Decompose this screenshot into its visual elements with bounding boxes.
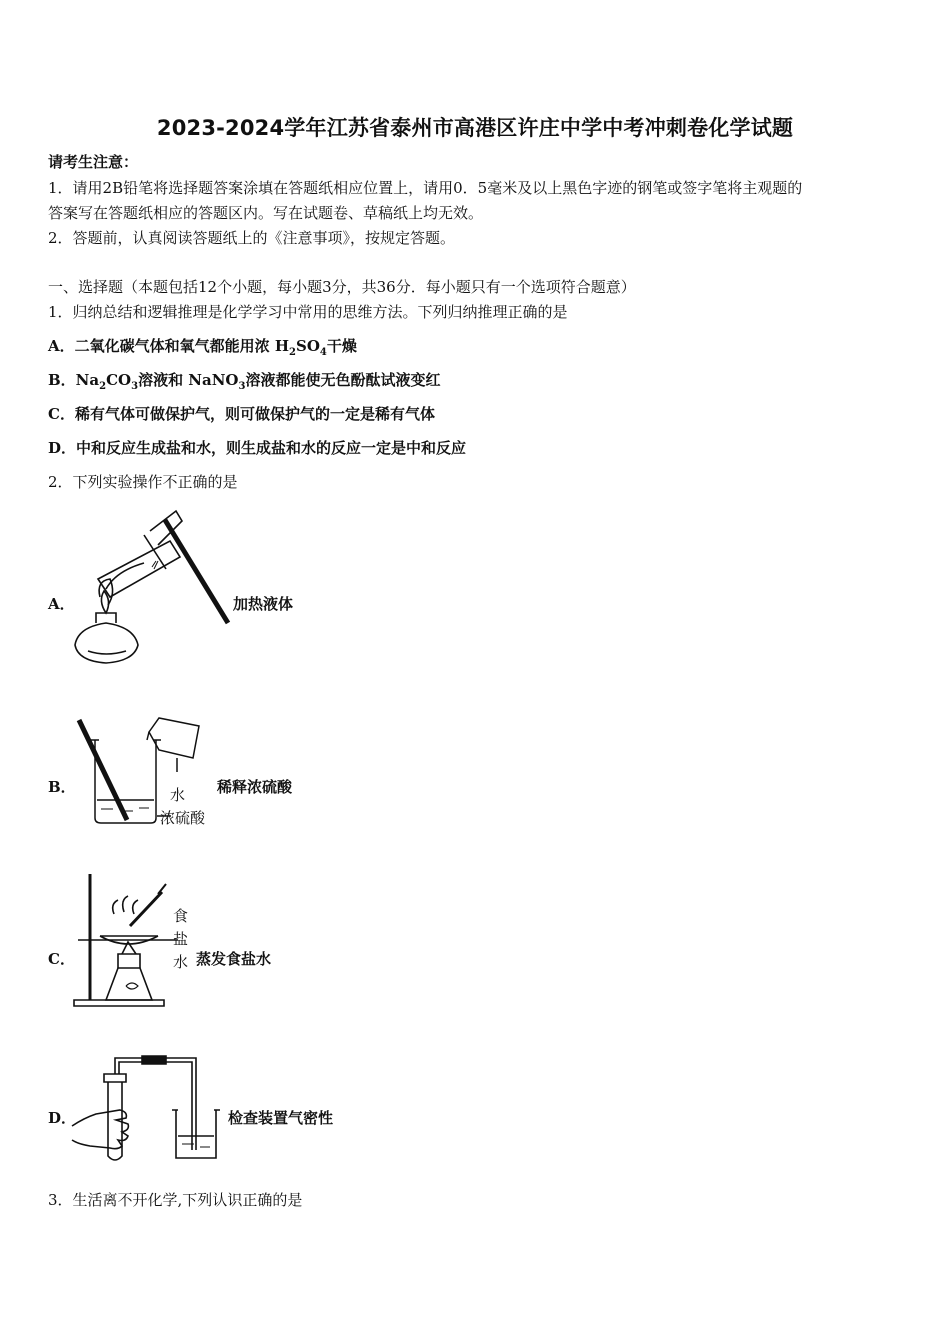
heating-liquid-diagram xyxy=(70,505,240,670)
q2-option-a-letter: A． xyxy=(48,595,75,613)
q2-stem: 2．下列实验操作不正确的是 xyxy=(48,473,238,491)
q2-option-b-letter: B． xyxy=(48,778,76,796)
q2-option-b-caption: 稀释浓硫酸 xyxy=(217,778,293,796)
notice-item-2: 2．答题前，认真阅读答题纸上的《注意事项》，按规定答题。 xyxy=(48,229,456,247)
section-heading: 一、选择题（本题包括12个小题，每小题3分，共36分．每小题只有一个选项符合题意） xyxy=(48,278,636,296)
q2-option-c-letter: C． xyxy=(48,950,75,968)
q3-stem: 3．生活离不开化学,下列认识正确的是 xyxy=(48,1191,303,1209)
q2-option-d-caption: 检查装置气密性 xyxy=(228,1109,334,1127)
q2-option-d-letter: D． xyxy=(48,1109,77,1127)
salt-label-2: 盐 xyxy=(173,930,189,948)
airtightness-check-diagram xyxy=(70,1052,230,1167)
salt-label-1: 食 xyxy=(173,907,189,925)
salt-label-3: 水 xyxy=(173,953,189,971)
notice-heading: 请考生注意： xyxy=(48,153,139,171)
q1-option-b: B．$Na_2CO_3$溶液和 NaNO$_3$溶液都能使无色酚酞试液变红 xyxy=(48,371,441,392)
water-label: 水 xyxy=(170,786,186,804)
q2-option-a-caption: 加热液体 xyxy=(233,595,294,613)
q1-option-d: D．中和反应生成盐和水，则生成盐和水的反应一定是中和反应 xyxy=(48,439,467,457)
concentrated-acid-label: 浓硫酸 xyxy=(160,809,206,827)
notice-item-1-line-1: 1．请用2B铅笔将选择题答案涂填在答题纸相应位置上，请用0．5毫米及以上黑色字迹的钢笔或签字笔将主观题的 xyxy=(48,179,803,197)
q1-option-a: A．二氧化碳气体和氧气都能用浓 $H_2SO_4$干燥 xyxy=(48,337,357,358)
q2-option-c-caption: 蒸发食盐水 xyxy=(196,950,272,968)
q1-stem: 1．归纳总结和逻辑推理是化学学习中常用的思维方法。下列归纳推理正确的是 xyxy=(48,303,568,321)
notice-item-1-line-2: 答案写在答题纸相应的答题区内。写在试题卷、草稿纸上均无效。 xyxy=(48,204,484,222)
q1-option-c: C．稀有气体可做保护气，则可做保护气的一定是稀有气体 xyxy=(48,405,435,423)
page-title: 2023-2024学年江苏省泰州市高港区许庄中学中考冲刺卷化学试题 xyxy=(156,116,794,140)
